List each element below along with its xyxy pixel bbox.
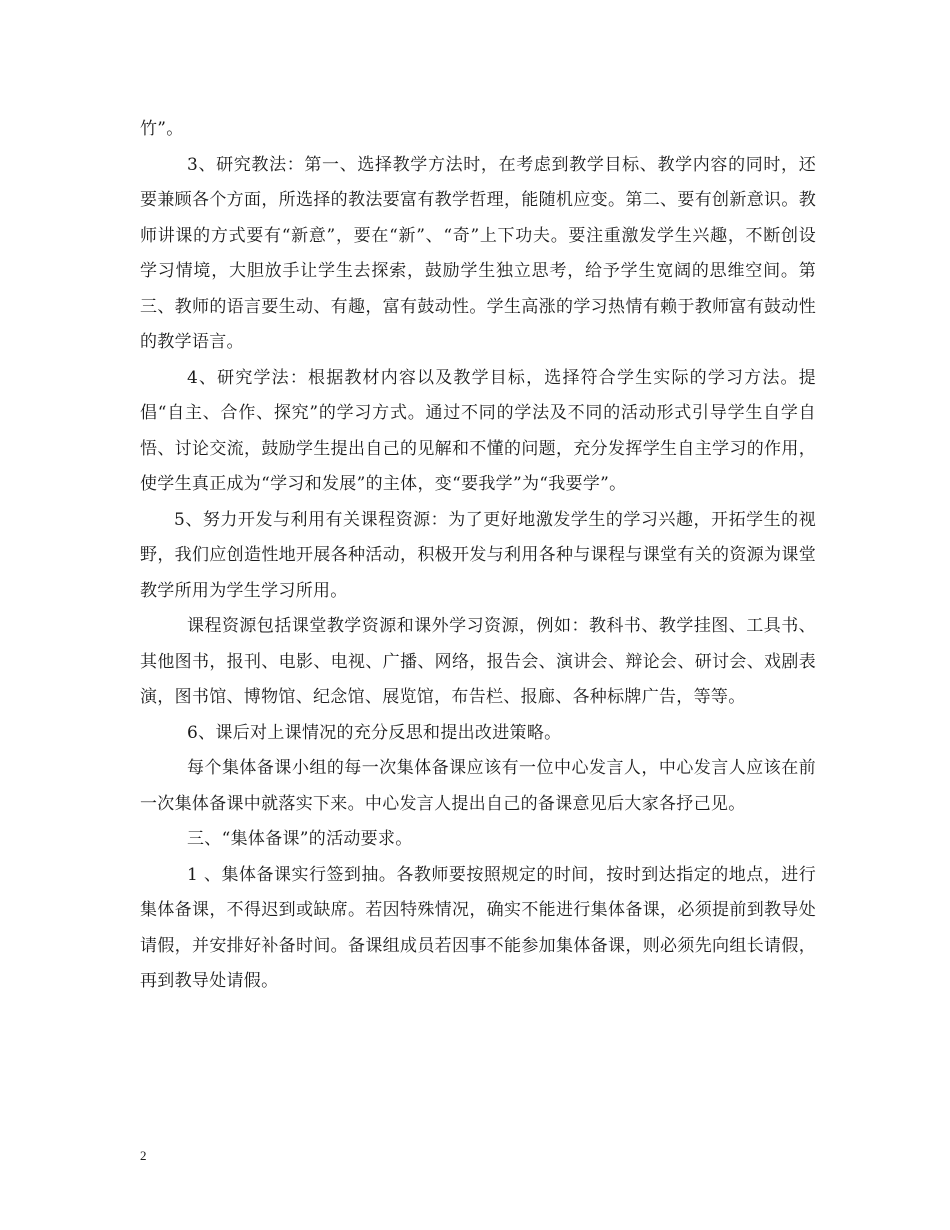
paragraph-reflection: 6、课后对上课情况的充分反思和提出改进策略。 <box>187 722 562 743</box>
paragraph-attendance: 1 、集体备课实行签到抽。各教师要按照规定的时间，按时到达指定的地点，进行集体备课，不得迟到或缺席。若因特殊情况，确实不能进行集体备课，必须提前到教导处请假，并安排好补备时间。备课组成员若因事不能参加集体备课，则必须先向组长请假，再到教导处请假。 <box>140 864 816 991</box>
paragraph-central-speaker: 每个集体备课小组的每一次集体备课应该有一位中心发言人，中心发言人应该在前一次集体备课中就落实下来。中心发言人提出自己的备课意见后大家各抒己见。 <box>140 758 816 814</box>
paragraph-continuation: 竹”。 <box>140 119 184 139</box>
paragraph-research-learning-methods: 4、研究学法：根据教材内容以及教学目标，选择符合学生实际的学习方法。提倡“自主、合作、探究”的学习方式。通过不同的学法及不同的活动形式引导学生自学自悟、讨论交流，鼓励学生提出自己的见解和不懂的问题，充分发挥学生自主学习的作用，使学生真正成为“学习和发展”的主体，变“要我学”为“我要学”。 <box>140 367 816 494</box>
paragraph-research-teaching-methods: 3、研究教法：第一、选择教学方法时，在考虑到教学目标、教学内容的同时，还要兼顾各个方面，所选择的教法要富有教学哲理，能随机应变。第二、要有创新意识。教师讲课的方式要有“新意”，要在“新”、“奇”上下功夫。要注重激发学生兴趣，不断创设学习情境，大胆放手让学生去探索，鼓励学生独立思考，给予学生宽阔的思维空间。第三、教师的语言要生动、有趣，富有鼓动性。学生高涨的学习热情有赖于教师富有鼓动性的教学语言。 <box>140 154 816 352</box>
section-heading-requirements: 三、“集体备课”的活动要求。 <box>187 829 413 849</box>
page-number: 2 <box>140 1148 147 1163</box>
paragraph-resource-examples: 课程资源包括课堂教学资源和课外学习资源，例如：教科书、教学挂图、工具书、其他图书，报刊、电影、电视、广播、网络，报告会、演讲会、辩论会、研讨会、戏剧表演，图书馆、博物馆、纪念馆、展览馆，布告栏、报廊、各种标牌广告，等等。 <box>140 616 816 707</box>
document-body <box>140 112 816 1000</box>
paragraph-curriculum-resources: 5、努力开发与利用有关课程资源：为了更好地激发学生的学习兴趣，开拓学生的视野，我们应创造性地开展各种活动，积极开发与利用各种与课程与课堂有关的资源为课堂教学所用为学生学习所用。 <box>140 509 816 601</box>
